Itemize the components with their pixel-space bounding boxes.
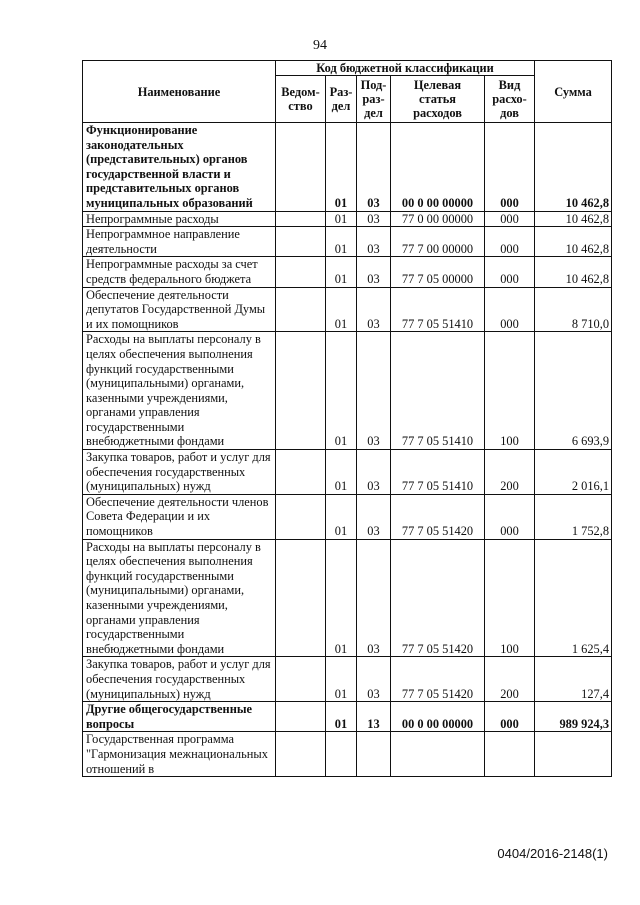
cell-vedom (276, 211, 326, 227)
cell-name: Расходы на выплаты персоналу в целях обеспечения выполнения функций государственными (муниципальными) органами, казенными учреждениями, органами управления государственными внебюджетными фондами (83, 539, 276, 657)
cell-sum: 8 710,0 (535, 287, 612, 332)
table-row (83, 332, 612, 450)
cell-target: 00 0 00 00000 (391, 123, 485, 212)
cell-podrazdel: 03 (357, 123, 391, 212)
cell-podrazdel: 03 (357, 494, 391, 539)
table-row (83, 494, 612, 539)
cell-vid: 100 (485, 539, 535, 657)
cell-vid: 200 (485, 450, 535, 495)
cell-vid: 000 (485, 494, 535, 539)
header-razdel: Раз-дел (326, 76, 357, 123)
cell-vedom (276, 494, 326, 539)
cell-podrazdel (357, 732, 391, 777)
cell-vedom (276, 287, 326, 332)
cell-sum (535, 732, 612, 777)
cell-vedom (276, 257, 326, 287)
cell-name: Непрограммное направление деятельности (83, 227, 276, 257)
cell-sum: 10 462,8 (535, 123, 612, 212)
cell-sum: 6 693,9 (535, 332, 612, 450)
cell-target: 77 7 05 51420 (391, 657, 485, 702)
cell-vid: 000 (485, 287, 535, 332)
cell-podrazdel: 03 (357, 450, 391, 495)
cell-sum: 1 625,4 (535, 539, 612, 657)
cell-razdel: 01 (326, 539, 357, 657)
header-podrazdel: Под-раз-дел (357, 76, 391, 123)
cell-sum: 10 462,8 (535, 257, 612, 287)
cell-podrazdel: 03 (357, 539, 391, 657)
cell-razdel: 01 (326, 211, 357, 227)
cell-razdel: 01 (326, 657, 357, 702)
cell-podrazdel: 03 (357, 657, 391, 702)
header-sum: Сумма (535, 61, 612, 123)
cell-vedom (276, 123, 326, 212)
cell-razdel: 01 (326, 702, 357, 732)
cell-sum: 1 752,8 (535, 494, 612, 539)
header-vid: Вид расхо-дов (485, 76, 535, 123)
cell-vid: 000 (485, 211, 535, 227)
header-vedom: Ведом-ство (276, 76, 326, 123)
header-classification-group: Код бюджетной классификации (276, 61, 535, 76)
cell-vid: 000 (485, 123, 535, 212)
cell-target: 77 7 00 00000 (391, 227, 485, 257)
cell-vid: 000 (485, 227, 535, 257)
cell-podrazdel: 03 (357, 257, 391, 287)
table-row (83, 287, 612, 332)
table-row (83, 257, 612, 287)
cell-target: 77 7 05 51410 (391, 287, 485, 332)
cell-name: Другие общегосударственные вопросы (83, 702, 276, 732)
cell-vid: 000 (485, 257, 535, 287)
cell-podrazdel: 03 (357, 332, 391, 450)
cell-vedom (276, 657, 326, 702)
cell-sum: 10 462,8 (535, 211, 612, 227)
cell-name: Обеспечение деятельности депутатов Государственной Думы и их помощников (83, 287, 276, 332)
cell-name: Государственная программа "Гармонизация межнациональных отношений в (83, 732, 276, 777)
cell-podrazdel: 03 (357, 287, 391, 332)
cell-razdel: 01 (326, 450, 357, 495)
cell-razdel: 01 (326, 287, 357, 332)
cell-target: 77 7 05 51410 (391, 332, 485, 450)
table-row (83, 702, 612, 732)
cell-name: Закупка товаров, работ и услуг для обеспечения государственных (муниципальных) нужд (83, 657, 276, 702)
cell-razdel: 01 (326, 123, 357, 212)
cell-vedom (276, 702, 326, 732)
cell-target: 77 7 05 51420 (391, 539, 485, 657)
cell-razdel (326, 732, 357, 777)
cell-vid: 100 (485, 332, 535, 450)
cell-sum: 2 016,1 (535, 450, 612, 495)
cell-vid (485, 732, 535, 777)
document-code: 0404/2016-2148(1) (497, 846, 608, 861)
header-name: Наименование (83, 61, 276, 123)
cell-name: Расходы на выплаты персоналу в целях обеспечения выполнения функций государственными (муниципальными) органами, казенными учреждениями, органами управления государственными внебюджетными фондами (83, 332, 276, 450)
cell-vedom (276, 227, 326, 257)
cell-vedom (276, 732, 326, 777)
cell-sum: 10 462,8 (535, 227, 612, 257)
cell-target: 00 0 00 00000 (391, 702, 485, 732)
cell-podrazdel: 03 (357, 211, 391, 227)
budget-table (82, 60, 612, 777)
cell-razdel: 01 (326, 332, 357, 450)
cell-vedom (276, 539, 326, 657)
table-row (83, 657, 612, 702)
cell-vid: 000 (485, 702, 535, 732)
table-row (83, 211, 612, 227)
cell-name: Непрограммные расходы за счет средств федерального бюджета (83, 257, 276, 287)
cell-target: 77 7 05 00000 (391, 257, 485, 287)
table-row (83, 450, 612, 495)
cell-sum: 989 924,3 (535, 702, 612, 732)
cell-sum: 127,4 (535, 657, 612, 702)
cell-vid: 200 (485, 657, 535, 702)
table-row (83, 732, 612, 777)
cell-razdel: 01 (326, 227, 357, 257)
cell-target: 77 7 05 51420 (391, 494, 485, 539)
cell-target: 77 0 00 00000 (391, 211, 485, 227)
table-row (83, 539, 612, 657)
cell-razdel: 01 (326, 494, 357, 539)
cell-podrazdel: 03 (357, 227, 391, 257)
table-row (83, 123, 612, 212)
cell-name: Обеспечение деятельности членов Совета Федерации и их помощников (83, 494, 276, 539)
cell-name: Функционирование законодательных (представительных) органов государственной власти и представительных органов муниципальных образований (83, 123, 276, 212)
cell-vedom (276, 450, 326, 495)
cell-target (391, 732, 485, 777)
cell-razdel: 01 (326, 257, 357, 287)
table-row (83, 227, 612, 257)
cell-podrazdel: 13 (357, 702, 391, 732)
page-number: 94 (313, 38, 327, 53)
cell-vedom (276, 332, 326, 450)
cell-target: 77 7 05 51410 (391, 450, 485, 495)
header-target: Целевая статья расходов (391, 76, 485, 123)
cell-name: Непрограммные расходы (83, 211, 276, 227)
cell-name: Закупка товаров, работ и услуг для обеспечения государственных (муниципальных) нужд (83, 450, 276, 495)
